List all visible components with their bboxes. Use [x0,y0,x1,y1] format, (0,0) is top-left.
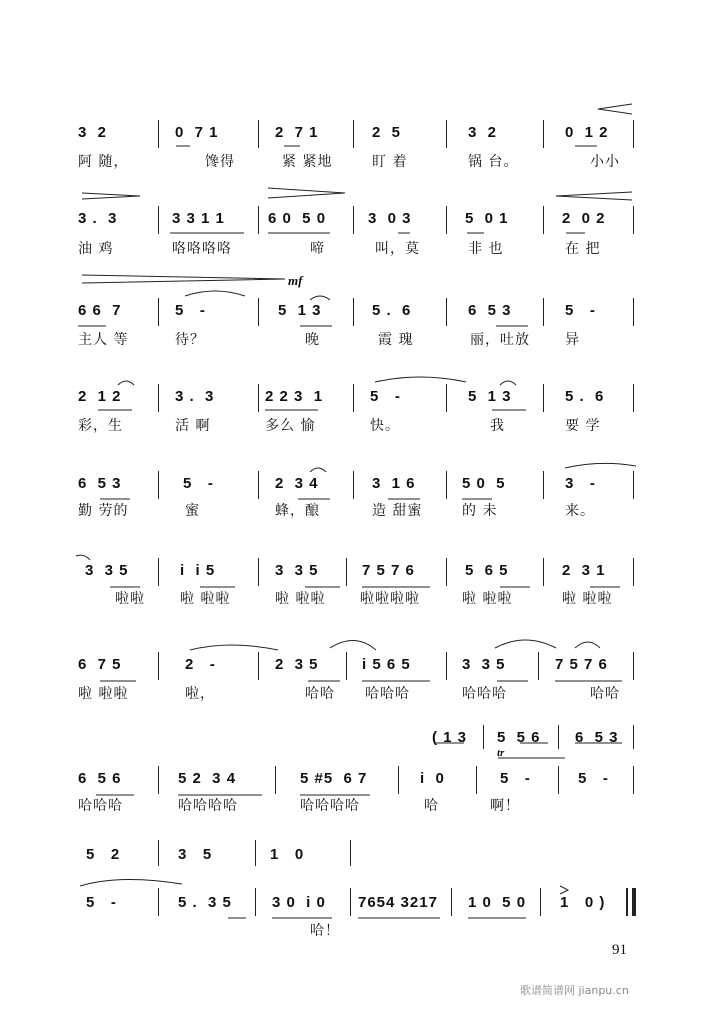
barline [350,840,351,866]
lyric: 蜂，酿 [275,503,320,519]
barline [255,840,256,866]
lyric-line [0,238,710,260]
barline [633,558,634,586]
lyric: 活 啊 [175,418,211,434]
measure: 6 5 3 [468,302,512,319]
measure: 2 7 1 [275,124,319,141]
lyric: 蜜 [185,503,200,519]
lyric-line [0,329,710,351]
lyric: 勤 劳的 [78,503,129,519]
lyric: 啦啦啦啦 [360,591,420,607]
barline [258,206,259,234]
measure: 3 3 5 [462,656,506,673]
lyric: 油 鸡 [78,241,114,257]
lyric: 彩，生 [78,418,123,434]
crescendo-hairpin [82,275,285,283]
measure: 5 #5 6 7 [300,770,368,787]
lyric: 啦 啦啦 [275,591,326,607]
lyric: 哈哈哈哈 [178,798,238,814]
upper-measure: 1 0 [270,846,305,863]
lyric: 主人 等 [78,332,129,348]
barline [540,888,541,916]
barline [258,471,259,499]
lyric: 丽，吐放 [470,332,530,348]
final-barline [632,888,636,916]
page-number: 91 [612,942,627,958]
lyric: 晚 [305,332,320,348]
barline [543,384,544,412]
barline [158,384,159,412]
slur [495,640,556,648]
slur [310,468,326,472]
measure: 5 . 6 [372,302,412,319]
upper-measure: 5 2 [86,846,121,863]
site-watermark: 歌谱简谱网 jianpu.cn [520,984,629,997]
barline [543,558,544,586]
barline [258,120,259,148]
measure: 2 5 [372,124,402,141]
slur [565,463,636,468]
lyric: 造 甜蜜 [372,503,423,519]
lyric: 哈哈哈哈 [300,798,360,814]
lyric: 哈哈哈 [462,686,507,702]
accent-mark [560,886,568,894]
barline [258,558,259,586]
lyric: 啦 啦啦 [78,686,129,702]
upper-notation-line [0,729,710,751]
barline [446,120,447,148]
barline [558,725,559,749]
measure: 6 7 5 [78,656,122,673]
measure: 2 3 1 [562,562,606,579]
measure: 1 0 5 0 [468,894,527,911]
notation-line [0,562,710,584]
measure: 3 2 [78,124,108,141]
measure: 0 1 2 [565,124,609,141]
barline [538,652,539,680]
measure: 5 - [183,475,214,492]
lyric: 啦， [185,686,215,702]
slur [185,291,245,296]
barline [633,652,634,680]
lyric: 馋得 [205,154,235,170]
upper-measure: 3 5 [178,846,213,863]
barline [255,888,256,916]
notation-line [0,302,710,324]
measure: i 0 [420,770,445,787]
measure: 6 5 6 [78,770,122,787]
barline [558,766,559,794]
lyric: 的 未 [462,503,498,519]
measure: 6 5 3 [78,475,122,492]
lyric: 哈哈哈 [365,686,410,702]
measure: 3 0 i 0 [272,894,326,911]
lyric: 咯咯咯咯 [172,241,232,257]
barline [350,888,351,916]
barline [353,120,354,148]
barline [446,384,447,412]
measure: 7654 3217 [358,894,438,911]
barline [633,725,634,749]
notation-line [0,894,710,916]
barline [158,298,159,326]
measure: 5 - [175,302,206,319]
slur [118,381,134,385]
measure: 6 6 7 [78,302,122,319]
measure: 5 1 3 [278,302,322,319]
notation-line [0,388,710,410]
lyric-line [0,795,710,817]
lyric: 来。 [565,503,595,519]
measure: 3 0 3 [368,210,412,227]
crescendo-hairpin [598,104,632,114]
barline [543,471,544,499]
lyric: 小小 [590,154,620,170]
lyric-line [0,500,710,522]
lyric: 盯 着 [372,154,408,170]
slur [76,555,90,560]
dynamic-marking: mf [288,273,303,288]
barline [451,888,452,916]
lyric: 异 [565,332,580,348]
measure: 2 1 2 [78,388,122,405]
lyric: 哈哈 [305,686,335,702]
barline [346,652,347,680]
lyric: 待？ [175,332,205,348]
barline [633,384,634,412]
slur [500,381,516,385]
barline [275,766,276,794]
barline [353,384,354,412]
barline [158,652,159,680]
lyric: 紧 紧地 [282,154,333,170]
barline [258,652,259,680]
barline [543,206,544,234]
slur [190,645,278,650]
measure: 3 - [565,475,596,492]
measure: 7 5 7 6 [362,562,415,579]
final-barline [626,888,628,916]
lyric: 阿 随， [78,154,129,170]
notation-line [0,770,710,792]
notation-line [0,475,710,497]
lyric: 快。 [370,418,400,434]
upper-measure: 5 5 6 [497,729,541,746]
measure: 2 3 4 [275,475,319,492]
barline [543,120,544,148]
measure: 5 - [86,894,117,911]
barline [633,206,634,234]
slur [80,879,182,886]
lyric: 啦 啦啦 [462,591,513,607]
lyric: 我 [490,418,505,434]
barline [158,471,159,499]
barline [353,206,354,234]
measure: 0 7 1 [175,124,219,141]
measure: 1 0 ) [560,894,606,911]
lyric: 啦 啦啦 [562,591,613,607]
barline [483,725,484,749]
lyric-line [0,151,710,173]
notation-line [0,656,710,678]
barline [258,298,259,326]
measure: 3 3 5 [275,562,319,579]
upper-measure: ( 1 3 [432,729,468,746]
measure: 2 - [185,656,216,673]
measure: 6 0 5 0 [268,210,327,227]
slur [330,640,376,650]
slur [575,642,600,648]
decrescendo-hairpin [82,193,140,199]
barline [258,384,259,412]
lyric-line [0,588,710,610]
barline [346,558,347,586]
measure: 2 3 5 [275,656,319,673]
measure: 5 0 1 [465,210,509,227]
barline [158,888,159,916]
barline [158,120,159,148]
upper-notation-line [0,846,710,868]
barline [446,206,447,234]
lyric: 哈哈哈 [78,798,123,814]
lyric: 哈 [424,798,439,814]
measure: 5 0 5 [462,475,506,492]
barline [158,766,159,794]
lyric: 哈哈 [590,686,620,702]
measure: 5 - [578,770,609,787]
measure: 5 - [500,770,531,787]
notation-line [0,210,710,232]
upper-measure: 6 5 3 [575,729,619,746]
notation-line [0,124,710,146]
lyric: 非 也 [468,241,504,257]
measure: 3 2 [468,124,498,141]
barline [398,766,399,794]
lyric: 啊！ [490,798,520,814]
lyric: 啦 啦啦 [180,591,231,607]
lyric: 叫，莫 [375,241,420,257]
trill-mark: tr [497,747,505,759]
measure: 5 . 3 5 [178,894,232,911]
barline [633,120,634,148]
barline [446,471,447,499]
measure: 5 - [565,302,596,319]
barline [158,206,159,234]
measure: i i 5 [180,562,216,579]
measure: 3 . 3 [78,210,118,227]
barline [446,652,447,680]
barline [353,471,354,499]
lyric: 霞 瑰 [378,332,414,348]
barline [158,558,159,586]
barline [476,766,477,794]
barline [158,840,159,866]
barline [353,298,354,326]
barline [633,471,634,499]
measure: 3 . 3 [175,388,215,405]
barline [446,298,447,326]
lyric: 多么 愉 [265,418,316,434]
measure: 3 3 1 1 [172,210,225,227]
lyric-line [0,920,710,942]
measure: i 5 6 5 [362,656,411,673]
barline [633,766,634,794]
measure: 5 2 3 4 [178,770,237,787]
slur [375,377,466,382]
measure: 5 6 5 [465,562,509,579]
barline [543,298,544,326]
crescendo-hairpin [556,192,632,200]
lyric-line [0,683,710,705]
lyric: 啼 [310,241,325,257]
lyric-line [0,415,710,437]
lyric: 锅 台。 [468,154,519,170]
lyric: 啦啦 [115,591,145,607]
measure: 5 . 6 [565,388,605,405]
lyric: 要 学 [565,418,601,434]
measure: 7 5 7 6 [555,656,608,673]
measure: 3 1 6 [372,475,416,492]
lyric: 在 把 [565,241,601,257]
measure: 3 3 5 [85,562,129,579]
measure: 2 0 2 [562,210,606,227]
measure: 5 - [370,388,401,405]
decrescendo-hairpin [268,188,345,198]
measure: 2 2 3 1 [265,388,324,405]
barline [633,298,634,326]
barline [446,558,447,586]
measure: 5 1 3 [468,388,512,405]
slur [310,296,330,300]
lyric: 哈！ [310,923,340,939]
